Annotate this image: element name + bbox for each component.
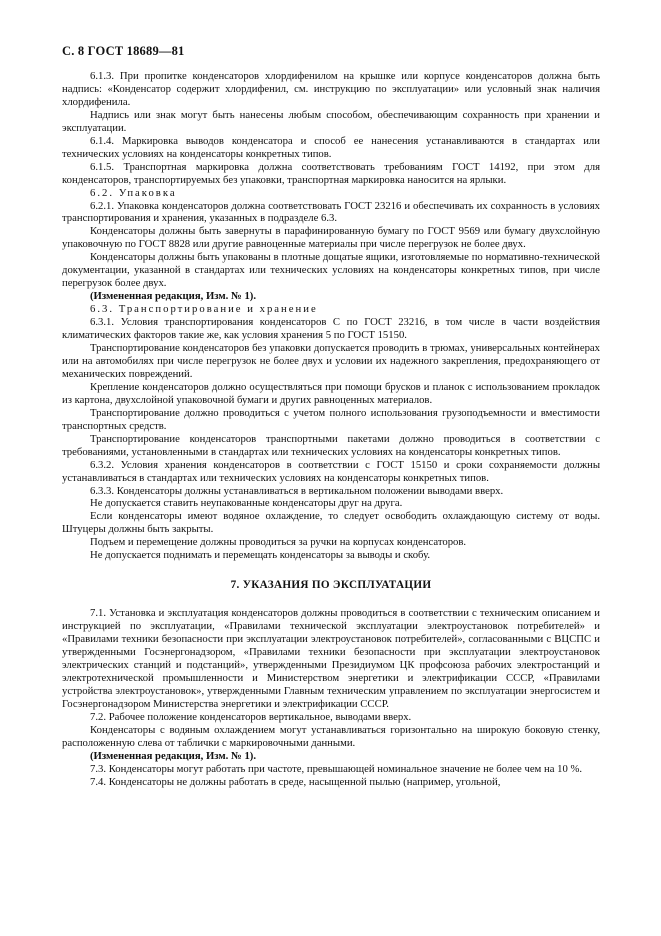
paragraph: Транспортирование конденсаторов без упаковки допускается проводить в трюмах, универсальных контейнерах или на автомобилях при числе перегрузок не более двух и условии их надежного закрепления, предохраняющего от механических повреждений. bbox=[62, 342, 600, 380]
page-header: С. 8 ГОСТ 18689—81 bbox=[62, 44, 185, 58]
paragraph: 6.2.1. Упаковка конденсаторов должна соответствовать ГОСТ 23216 и обеспечивать их сохранность в условиях транспортирования и хранения, указанных в подразделе 6.3. bbox=[62, 199, 600, 225]
paragraph: Если конденсаторы имеют водяное охлаждение, то следует освободить охлаждающую систему от воды. Штуцеры должны быть закрыты. bbox=[62, 510, 600, 536]
subsection-heading-transport: 6.3. Транспортирование и хранение bbox=[90, 303, 318, 316]
paragraph: 6.1.3. При пропитке конденсаторов хлордифенилом на крышке или корпусе конденсаторов должна быть надпись: «Конденсатор содержит хлордифенил, см. инструкцию по эксплуатации» или условный знак наличия хлордифенила. bbox=[62, 70, 600, 108]
paragraph: 6.1.4. Маркировка выводов конденсатора и способ ее нанесения устанавливаются в стандартах или технических условиях на конденсаторы конкретных типов. bbox=[62, 134, 600, 160]
paragraph: Подъем и перемещение должны проводиться за ручки на корпусах конденсаторов. bbox=[90, 536, 467, 549]
paragraph: Конденсаторы должны быть упакованы в плотные дощатые ящики, изготовляемые по нормативно-технической документации, указанной в стандартах или технических условиях на конденсаторы конкретных типов, при числе перегрузок более двух. bbox=[62, 251, 600, 290]
paragraph: 6.3.3. Конденсаторы должны устанавливаться в вертикальном положении выводами вверх. bbox=[90, 484, 504, 497]
paragraph: Не допускается поднимать и перемещать конденсаторы за выводы и скобу. bbox=[90, 549, 431, 562]
paragraph: Конденсаторы с водяным охлаждением могут устанавливаться горизонтально на широкую боковую стенку, расположенную слева от таблички с маркировочными данными. bbox=[62, 723, 600, 749]
paragraph: 7.2. Рабочее положение конденсаторов вертикальное, выводами вверх. bbox=[90, 710, 412, 723]
paragraph: Надпись или знак могут быть нанесены любым способом, обеспечивающим сохранность при хранении и эксплуатации. bbox=[62, 108, 600, 134]
document-body bbox=[62, 70, 600, 789]
amendment-note: (Измененная редакция, Изм. № 1). bbox=[90, 290, 257, 303]
paragraph: Крепление конденсаторов должно осуществляться при помощи брусков и планок с использованием прокладок из картона, двухслойной упаковочной бумаги и других равноценных материалов. bbox=[62, 380, 600, 406]
paragraph: Транспортирование конденсаторов транспортными пакетами должно проводиться в соответствии с требованиями, установленными в стандартах или технических условиях на конденсаторы конкретных типов. bbox=[62, 432, 600, 458]
paragraph: Транспортирование должно проводиться с учетом полного использования грузоподъемности и вместимости транспортных средств. bbox=[62, 406, 600, 432]
paragraph: 7.1. Установка и эксплуатация конденсаторов должны проводиться в соответствии с техническим описанием и инструкцией по эксплуатации, «Правилами технической эксплуатации электроустановок потребителей» и «Правилами техники безопасности при эксплуатации электроустановок потребителей», согласованными с ВЦСПС и утвержденными Госэнергонадзором, «Правилами техники безопасности при эксплуатации электроустановок электрических станций и подстанций», утвержденными Президиумом ЦК профсоюза рабочих электростанций и электротехнической промышленности и Министерством энергетики и электрификации СССР, «Правилами устройства электроустановок», утвержденными Главным техническим управлением по эксплуатации энергосистем и Госэнергонадзором Министерства энергетики и электрификации СССР. bbox=[62, 607, 600, 710]
paragraph: Конденсаторы должны быть завернуты в парафинированную бумагу по ГОСТ 9569 или бумагу двухслойную упаковочную по ГОСТ 8828 или другие равноценные материалы при числе перегрузок не более двух. bbox=[62, 225, 600, 251]
paragraph: 6.1.5. Транспортная маркировка должна соответствовать требованиям ГОСТ 14192, при этом для конденсаторов, транспортируемых без упаковки, транспортная маркировка наносится на ярлыки. bbox=[62, 160, 600, 186]
paragraph: 7.3. Конденсаторы могут работать при частоте, превышающей номинальное значение не более чем на 10 %. bbox=[90, 762, 583, 775]
paragraph: 6.3.1. Условия транспортирования конденсаторов С по ГОСТ 23216, в том числе в части воздействия климатических факторов такие же, как условия хранения 5 по ГОСТ 15150. bbox=[62, 316, 600, 342]
amendment-note: (Измененная редакция, Изм. № 1). bbox=[90, 749, 257, 762]
subsection-heading-packaging: 6.2. Упаковка bbox=[90, 186, 177, 199]
paragraph: 7.4. Конденсаторы не должны работать в среде, насыщенной пылью (например, угольной, bbox=[90, 775, 501, 788]
paragraph: Не допускается ставить неупакованные конденсаторы друг на друга. bbox=[90, 497, 403, 510]
paragraph: 6.3.2. Условия хранения конденсаторов в соответствии с ГОСТ 15150 и сроки сохраняемости должны устанавливаться в стандартах или технических условиях на конденсаторы конкретных типов. bbox=[62, 458, 600, 484]
section-title: 7. УКАЗАНИЯ ПО ЭКСПЛУАТАЦИИ bbox=[230, 579, 432, 592]
